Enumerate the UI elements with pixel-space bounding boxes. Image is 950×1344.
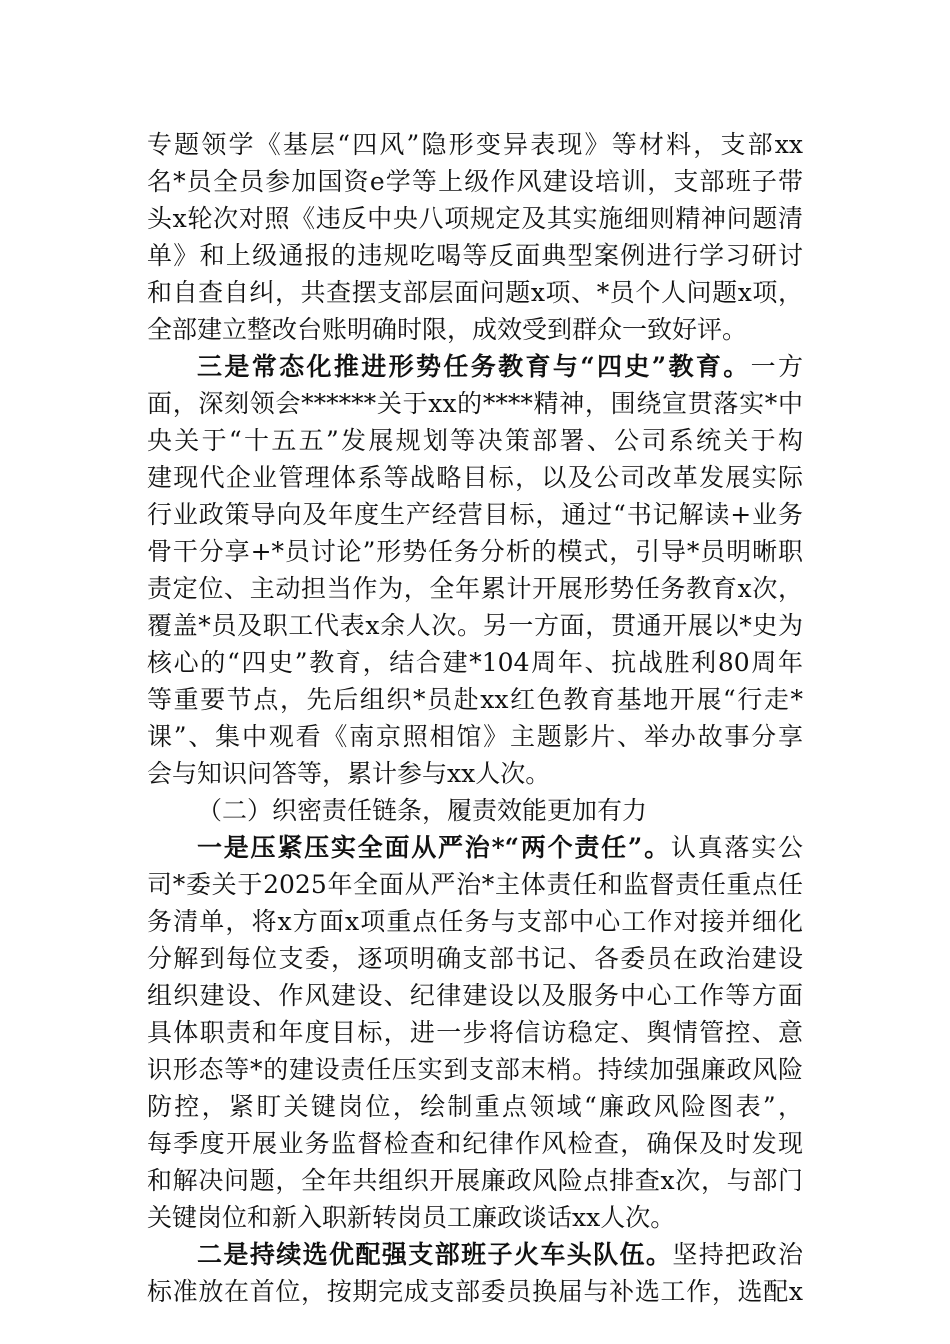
bold-heading: 二是持续选优配强支部班子火车头队伍。 (197, 1240, 673, 1269)
paragraph-heading-line: 一是压紧压实全面从严治*“两个责任”。认真落实公 (197, 833, 803, 862)
bold-heading: 一是压紧压实全面从严治*“两个责任”。 (197, 833, 671, 862)
text-line: 识形态等*的建设责任压实到支部末梢。持续加强廉政风险 (147, 1055, 803, 1084)
text-line: 务清单，将x方面x项重点任务与支部中心工作对接并细化 (147, 907, 803, 936)
text-line: 专题领学《基层“四风”隐形变异表现》等材料，支部xx (147, 130, 803, 159)
paragraph-heading-line: 二是持续选优配强支部班子火车头队伍。坚持把政治 (197, 1240, 803, 1269)
text-line: 名*员全员参加国资e学等上级作风建设培训，支部班子带 (147, 167, 803, 196)
text-line: 面，深刻领会******关于xx的****精神，围绕宣贯落实*中 (147, 389, 803, 418)
text-line: 课”、集中观看《南京照相馆》主题影片、举办故事分享 (147, 722, 803, 751)
text-line: 组织建设、作风建设、纪律建设以及服务中心工作等方面 (147, 981, 803, 1010)
paragraph-heading-line: 三是常态化推进形势任务教育与“四史”教育。一方 (197, 352, 803, 381)
text-line: 防控，紧盯关键岗位，绘制重点领域“廉政风险图表”， (147, 1092, 803, 1121)
text-line: 覆盖*员及职工代表x余人次。另一方面，贯通开展以*史为 (147, 611, 803, 640)
section-heading: （二）织密责任链条，履责效能更加有力 (197, 796, 648, 825)
bold-heading: 三是常态化推进形势任务教育与“四史”教育。 (197, 352, 751, 381)
text-line: 每季度开展业务监督检查和纪律作风检查，确保及时发现 (147, 1129, 803, 1158)
text-line: 和解决问题，全年共组织开展廉政风险点排查x次，与部门 (147, 1166, 803, 1195)
text-line: 单》和上级通报的违规吃喝等反面典型案例进行学习研讨 (147, 241, 803, 270)
text-line: 等重要节点，先后组织*员赴xx红色教育基地开展“行走* (147, 685, 803, 714)
text-line: 核心的“四史”教育，结合建*104周年、抗战胜利80周年 (147, 648, 803, 677)
text-line: 骨干分享+*员讨论”形势任务分析的模式，引导*员明晰职 (147, 537, 803, 566)
text-line: 关键岗位和新入职新转岗员工廉政谈话xx人次。 (147, 1203, 676, 1232)
text-line: 司*委关于2025年全面从严治*主体责任和监督责任重点任 (147, 870, 803, 899)
text-line: 责定位、主动担当作为，全年累计开展形势任务教育x次， (147, 574, 803, 603)
text-line: 全部建立整改台账明确时限，成效受到群众一致好评。 (147, 315, 748, 344)
text-line: 会与知识问答等，累计参与xx人次。 (147, 759, 551, 788)
text-line: 和自查自纠，共查摆支部层面问题x项、*员个人问题x项， (147, 278, 803, 307)
text-line: 央关于“十五五”发展规划等决策部署、公司系统关于构 (147, 426, 803, 455)
text-line: 分解到每位支委，逐项明确支部书记、各委员在政治建设 (147, 944, 803, 973)
text-line: 头x轮次对照《违反中央八项规定及其实施细则精神问题清 (147, 204, 803, 233)
text-line: 标准放在首位，按期完成支部委员换届与补选工作，选配x (147, 1277, 803, 1306)
text-line: 行业政策导向及年度生产经营目标，通过“书记解读+业务 (147, 500, 803, 529)
text-line: 具体职责和年度目标，进一步将信访稳定、舆情管控、意 (147, 1018, 803, 1047)
text-line: 建现代企业管理体系等战略目标，以及公司改革发展实际 (147, 463, 803, 492)
